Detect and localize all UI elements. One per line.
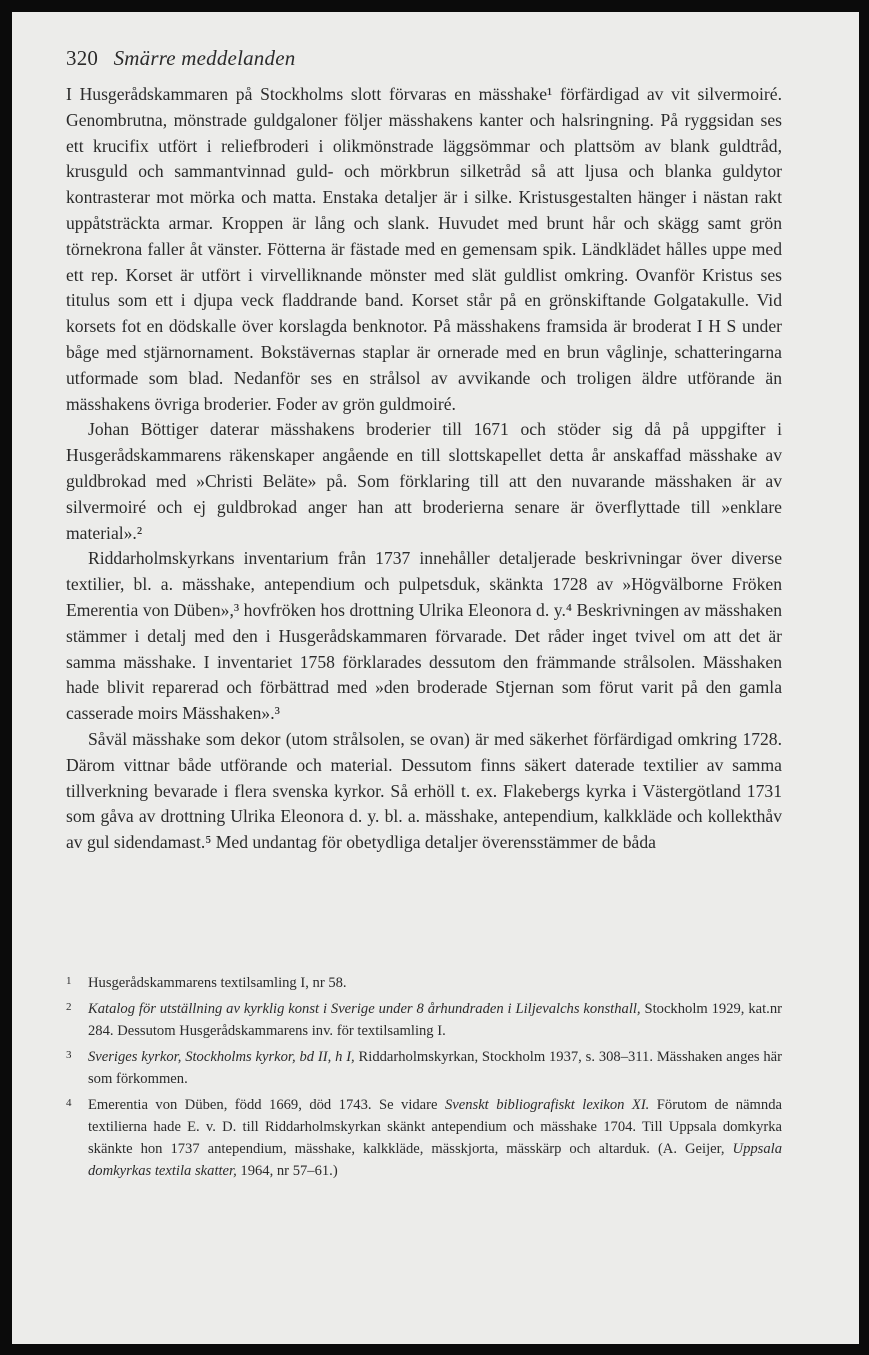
footnote-text: Emerentia von Düben, född 1669, död 1743. Se vidare [88,1097,445,1113]
paragraph: Johan Böttiger daterar mässhakens broderier till 1671 och stöder sig då på uppgifter i Husgerådskammarens räkenskaper angående en till slottskapellet detta år anskaffad mässhake av guldbrokad med »Christi Beläte» på. Som förklaring till att den nuvarande mässhaken är av silvermoiré och ej guldbrokad anger han att broderierna senare är överflyttade till »enklare material».² [66,419,782,543]
footnote-text: Stockholm 1929, kat.nr 284. Dessutom Husgerådskammarens inv. för textilsamling I. [88,1001,782,1039]
footnote-number: 2 [66,1001,72,1013]
footnote-number: 4 [66,1097,72,1109]
footnote [66,1044,782,1090]
footnote-text: Husgerådskammarens textilsamling I, nr 58. [88,975,347,991]
footnote-title: Uppsala domkyrkas textila skatter, [88,1141,782,1179]
footnote-text: Förutom de nämnda textilierna hade E. v. D. till Riddarholmskyrkan skänkt antependium och mässhake 1704. Till Uppsala domkyrka skänkte hon 1737 antependium, mässhake, kalkkläde, mässkjorta, mässkärp och altarduk. (A. Geijer, [88,1097,782,1157]
body-text [66,82,782,856]
paragraph: Såväl mässhake som dekor (utom strålsolen, se ovan) är med säkerhet förfärdigad omkring 1728. Därom vittnar både utförande och material. Dessutom finns säkert daterade textilier av samma tillverkning bevarade i flera svenska kyrkor. Så erhöll t. ex. Flakebergs kyrka i Västergötland 1731 som gåva av drottning Ulrika Eleonora d. y. bl. a. mässhake, antependium, kalkkläde och kollekthåv av gul sidendamast.⁵ Med undantag för obetydliga detaljer överensstämmer de båda [66,728,782,853]
footnotes [66,970,782,1184]
running-title: Smärre meddelanden [113,46,296,70]
footnote-number: 1 [66,975,72,987]
footnote [66,996,782,1042]
paragraph: Riddarholmskyrkans inventarium från 1737 innehåller detaljerade beskrivningar över diverse textilier, bl. a. mässhake, antependium och pulpetsduk, skänkta 1728 av »Högvälborne Fröken Emerentia von Düben»,³ hovfröken hos drottning Ulrika Eleonora d. y.⁴ Beskrivningen av mässhaken stämmer i detalj med den i Husgerådskammaren förvarade. Det råder inget tvivel om att det är samma mässhake. I inventariet 1758 förklarades dessutom den främmande strålsolen. Mässhaken hade blivit reparerad och förbättrad med »den broderade Stjernan som förut varit på den gamla casserade moirs Mässhaken».³ [66,548,782,724]
running-header [66,46,295,71]
footnote-title: Sveriges kyrkor, Stockholms kyrkor, bd II, h I, [88,1049,355,1065]
footnote-text: Riddarholmskyrkan, Stockholm 1937, s. 308–311. Mässhaken anges här som förkommen. [88,1049,782,1087]
paragraph: I Husgerådskammaren på Stockholms slott förvaras en mässhake¹ förfärdigad av vit silvermoiré. Genombrutna, mönstrade guldgaloner följer mässhakens kanter och halsringning. På ryggsidan ses ett krucifix utfört i reliefbroderi i olikmönstrade läggsömmar och plattsöm av blank guldtråd, krusguld och sammantvinnad guld- och mörkbrun silketråd så att ljusa och blanka guldytor kontrasterar mot mörka och matta. Enstaka detaljer är i silke. Kristusgestalten hänger i nästan rakt uppåtsträckta armar. Kroppen är lång och slank. Huvudet med brunt hår och skägg samt grön törnekrona faller åt vänster. Fötterna är fästade med en gemensam spik. Ländklädet hålles uppe med ett rep. Korset är utfört i virvelliknande mönster med slät guldlist omkring. Ovanför Kristus ses titulus som ett i djupa veck fladdrande band. Korset står på en grönskiftande Golgatakulle. Vid korsets fot en dödskalle över korslagda benknotor. På mässhakens framsida är broderat I H S under båge med stjärnornament. Bokstävernas staplar är ornerade med en brun våglinje, schatteringarna utformade som blad. Nedanför ses en strålsol av avvikande och troligen äldre utförande än mässhakens övriga broderier. Foder av grön guldmoiré. [66,84,782,414]
footnote-number: 3 [66,1049,72,1061]
footnote-text: 1964, nr 57–61.) [236,1163,338,1179]
footnote [66,970,782,994]
footnote-title: Svenskt bibliografiskt lexikon XI. [444,1097,650,1113]
page-number: 320 [66,46,99,70]
footnote-title: Katalog för utställning av kyrklig konst i Sverige under 8 århundraden i Liljevalchs konsthall, [88,1001,641,1017]
page [12,12,859,1344]
footnote [66,1092,782,1182]
